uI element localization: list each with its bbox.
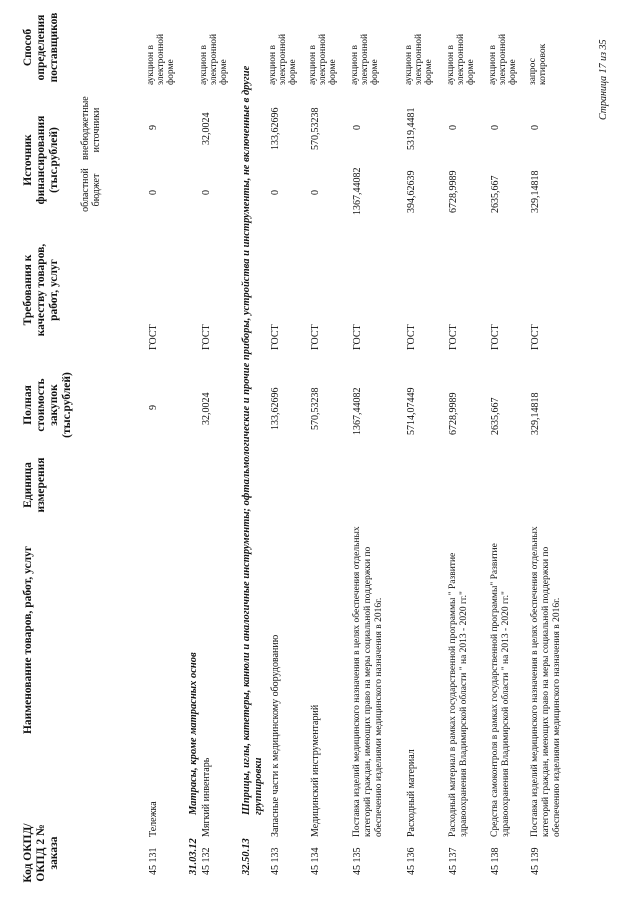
header-name: Наименование товаров, работ, услуг (22, 545, 34, 735)
row-extra: 0 (352, 125, 363, 130)
row-budget: 1367,44082 (352, 167, 363, 215)
row-number: 45 134 (310, 847, 321, 875)
row-budget: 0 (201, 190, 212, 195)
row-cost: 6728,9989 (448, 392, 459, 435)
row-number: 45 133 (270, 847, 281, 875)
row-name: Медицинский инструментарий (310, 704, 321, 837)
section-code: 31.03.12 (188, 838, 199, 875)
row-budget: 6728,9989 (448, 170, 459, 213)
row-extra: 9 (148, 125, 159, 130)
row-requirements: ГОСТ (201, 324, 212, 350)
row-number: 45 139 (530, 847, 541, 875)
row-method: запрос котировок (528, 43, 549, 85)
row-requirements: ГОСТ (406, 324, 417, 350)
row-number: 45 132 (201, 847, 212, 875)
row-budget: 2635,667 (490, 175, 501, 213)
header-cost: Полная стоимость закупок (тыс.рублей) (22, 372, 73, 438)
header-code: Код ОКПД/ ОКПД 2 № заказа (22, 823, 60, 883)
row-requirements: ГОСТ (448, 324, 459, 350)
header-method: Способ определения поставщиков (22, 12, 60, 83)
row-budget: 0 (270, 190, 281, 195)
row-budget: 0 (310, 190, 321, 195)
row-extra: 0 (530, 125, 541, 130)
section-name: Матрасы, кроме матрасных основ (188, 652, 199, 815)
row-cost: 32,0024 (201, 392, 212, 425)
row-name: Мягкий инвентарь (201, 757, 212, 837)
row-requirements: ГОСТ (270, 324, 281, 350)
row-cost: 329,14818 (530, 392, 541, 435)
section-name: Шприцы, иглы, катетеры, канюли и аналогичные инструменты; офтальмологические и прочие приборы, устройства и инструменты, не включенные в другие группировки (241, 65, 264, 815)
row-requirements: ГОСТ (310, 324, 321, 350)
row-number: 45 138 (490, 847, 501, 875)
row-name: Средства самоконтроля в рамках государственной программы" Развитие здравоохранения Владимирской области " на 2013 - 2020 гг." (490, 543, 511, 837)
row-budget: 0 (148, 190, 159, 195)
row-method: аукцион в электронной форме (446, 33, 477, 85)
row-number: 45 131 (148, 847, 159, 875)
section-code: 32.50.13 (241, 838, 252, 875)
row-name: Поставка изделий медицинского назначения в целях обеспечения отдельных категорий граждан, имеющих право на меры социальной поддержки по обеспечению изделиями медицинского назначения в 2016г. (530, 526, 562, 837)
page-number: Страница 17 из 35 (598, 39, 609, 120)
row-requirements: ГОСТ (490, 324, 501, 350)
row-cost: 133,62696 (270, 387, 281, 430)
row-number: 45 137 (448, 847, 459, 875)
row-budget: 329,14818 (530, 170, 541, 213)
row-extra: 5319,4481 (406, 107, 417, 150)
row-method: аукцион в электронной форме (308, 33, 339, 85)
row-name: Запасные части к медицинскому оборудованию (270, 634, 281, 837)
row-cost: 1367,44082 (352, 387, 363, 435)
row-name: Поставка изделий медицинского назначения в целях обеспечения отдельных категорий граждан, имеющих право на меры социальной поддержки по обеспечению изделиями медицинского назначения в 2016г. (352, 526, 384, 837)
row-method: аукцион в электронной форме (350, 33, 381, 85)
row-name: Тележка (148, 801, 159, 837)
row-cost: 9 (148, 405, 159, 410)
header-source: Источник финансирования (тыс.рублей) (22, 115, 60, 205)
row-extra: 0 (448, 125, 459, 130)
row-requirements: ГОСТ (352, 324, 363, 350)
row-cost: 2635,667 (490, 397, 501, 435)
header-unit: Единица измерения (22, 457, 47, 513)
row-method: аукцион в электронной форме (488, 33, 519, 85)
header-source-budget: областной бюджет (80, 168, 102, 212)
row-cost: 570,53238 (310, 387, 321, 430)
row-cost: 5714,07449 (406, 387, 417, 435)
row-requirements: ГОСТ (148, 324, 159, 350)
header-source-extra: внебюджетные источники (80, 96, 102, 160)
row-budget: 394,62639 (406, 170, 417, 213)
row-name: Расходный материал в рамках государственной программы " Развитие здравоохранения Владимирской области " на 2013 - 2020 гг." (448, 552, 469, 837)
row-method: аукцион в электронной форме (146, 33, 177, 85)
row-method: аукцион в электронной форме (199, 33, 230, 85)
row-extra: 570,53238 (310, 107, 321, 150)
row-method: аукцион в электронной форме (404, 33, 435, 85)
row-number: 45 135 (352, 847, 363, 875)
row-extra: 133,62696 (270, 107, 281, 150)
header-requirements: Требования к качеству товаров, работ, услуг (22, 243, 60, 337)
row-extra: 32,0024 (201, 112, 212, 145)
row-name: Расходный материал (406, 749, 417, 837)
row-number: 45 136 (406, 847, 417, 875)
row-method: аукцион в электронной форме (268, 33, 299, 85)
row-requirements: ГОСТ (530, 324, 541, 350)
row-extra: 0 (490, 125, 501, 130)
